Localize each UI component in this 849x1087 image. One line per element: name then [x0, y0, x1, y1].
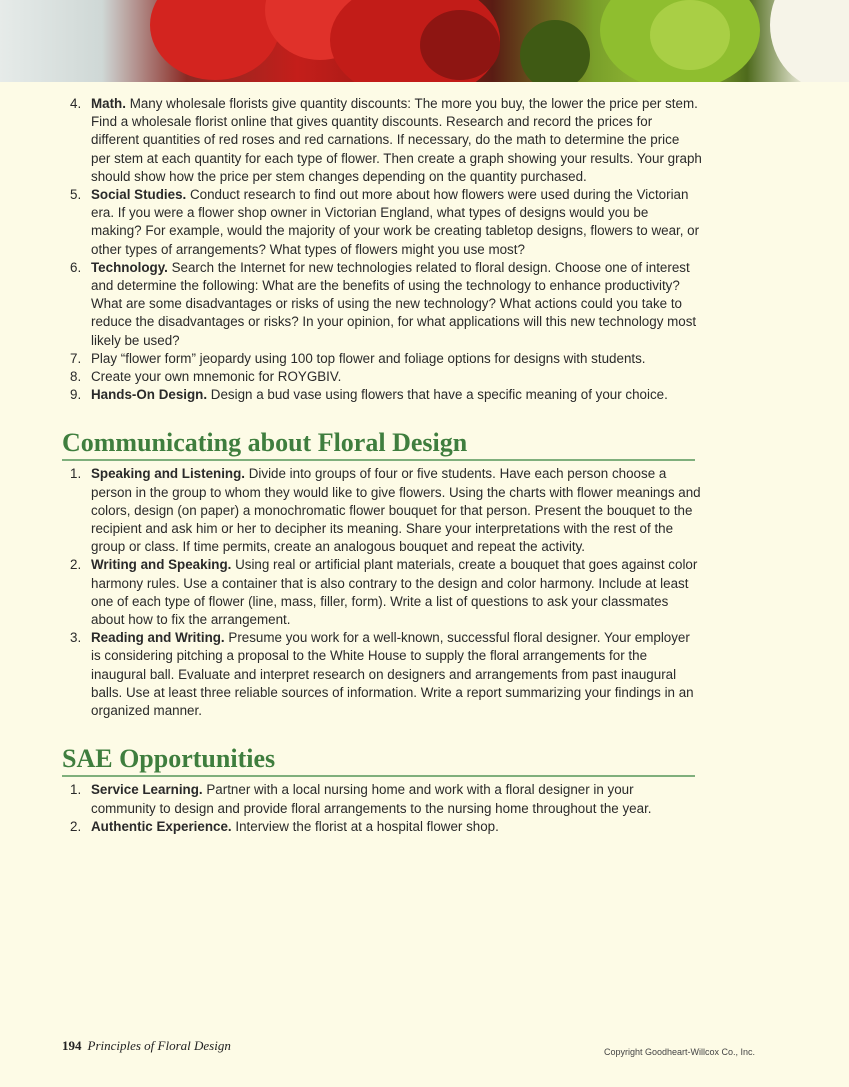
list-item — [62, 781, 702, 817]
list-item — [62, 556, 702, 629]
list-item — [62, 259, 702, 350]
item-text: Conduct research to find out more about how flowers were used during the Victorian era. If you were a flower shop owner in Victorian England, what types of designs would you be making? For example, would the majority of your work be creating tabletop designs, flowers to wear, or other types of arrangements? What types of flowers might you use most? — [91, 187, 700, 257]
item-text: Partner with a local nursing home and work with a floral designer in your community to design and provide floral arrangements to the nursing home throughout the year. — [91, 782, 652, 816]
item-lead: Math. — [91, 96, 126, 111]
flower-banner-image — [0, 0, 849, 82]
item-lead: Service Learning. — [91, 782, 203, 798]
list-item — [62, 368, 702, 386]
activities-list — [62, 95, 702, 404]
list-item — [62, 465, 702, 556]
item-lead: Reading and Writing. — [91, 630, 225, 646]
item-text: Play “flower form” jeopardy using 100 top flower and foliage options for designs with students. — [91, 350, 646, 366]
sae-list — [62, 781, 702, 836]
list-item — [62, 350, 702, 368]
page-footer — [62, 1038, 231, 1054]
section-title-sae: SAE Opportunities — [62, 744, 695, 777]
list-item — [62, 95, 702, 186]
item-lead: Social Studies. — [91, 187, 187, 203]
item-lead: Technology. — [91, 259, 168, 275]
item-number: 7. — [70, 350, 82, 366]
item-text: Divide into groups of four or five students. Have each person choose a person in the group to whom they would like to give flowers. Using the charts with flower meanings and colors, design (on paper) a monochromatic flower bouquet for that person. Present the bouquet to the recipient and ask him or her to decipher its meaning. Share your interpretations with the rest of the group or class. If time permits, create an analogous bouquet and repeat the activity. — [91, 466, 701, 555]
item-number: 3. — [70, 630, 82, 646]
item-number: 4. — [70, 96, 82, 111]
item-number: 5. — [70, 187, 82, 203]
item-number: 8. — [70, 369, 82, 385]
item-number: 2. — [70, 557, 82, 573]
item-number: 6. — [70, 259, 82, 275]
item-number: 9. — [70, 387, 82, 403]
list-item — [62, 818, 702, 836]
book-title: Principles of Floral Design — [87, 1038, 231, 1053]
communicating-list — [62, 465, 702, 720]
item-number: 1. — [70, 782, 82, 798]
item-lead: Authentic Experience. — [91, 818, 232, 834]
item-text: Interview the florist at a hospital flower shop. — [231, 818, 499, 834]
list-item — [62, 629, 702, 720]
item-text: Presume you work for a well-known, successful floral designer. Your employer is considering pitching a proposal to the White House to supply the floral arrangements for the inaugural ball. Evaluate and interpret research on designers and arrangements from past inaugural balls. Use at least three reliable sources of information. Write a report summarizing your findings in an organized manner. — [91, 630, 694, 719]
item-text: Create your own mnemonic for ROYGBIV. — [91, 369, 342, 385]
section-title-communicating: Communicating about Floral Design — [62, 428, 695, 461]
item-lead: Writing and Speaking. — [91, 557, 232, 573]
list-item — [62, 386, 702, 404]
item-number: 1. — [70, 466, 82, 482]
item-text: Many wholesale florists give quantity discounts: The more you buy, the lower the price per stem. Find a wholesale florist online that gives quantity discounts. Research and record the prices for different quantities of red roses and red carnations. If necessary, do the math to determine the price per stem at each quantity for each type of flower. Then create a graph showing your results. Your graph should show how the price per stem changes depending on the quantity purchased. — [91, 96, 702, 184]
item-number: 2. — [70, 818, 82, 834]
page-number: 194 — [62, 1038, 82, 1053]
item-text: Using real or artificial plant materials, create a bouquet that goes against color harmony rules. Use a container that is also contrary to the design and color harmony. Include at least one of each type of flower (line, mass, filler, form). Write a list of questions to ask your classmates about how to fix the arrangement. — [91, 557, 698, 628]
item-lead: Hands-On Design. — [91, 387, 208, 403]
list-item — [62, 186, 702, 259]
copyright-notice: Copyright Goodheart-Willcox Co., Inc. — [604, 1047, 756, 1057]
item-text: Search the Internet for new technologies related to floral design. Choose one of interest and determine the following: What are the benefits of using the technology to enhance productivity? What are some disadvantages or risks of using the new technology? What actions could you take to reduce the disadvantages or risks? In your opinion, for what applications will this new technology most likely be used? — [91, 259, 697, 348]
item-text: Design a bud vase using flowers that have a specific meaning of your choice. — [207, 387, 668, 403]
item-lead: Speaking and Listening. — [91, 466, 246, 482]
